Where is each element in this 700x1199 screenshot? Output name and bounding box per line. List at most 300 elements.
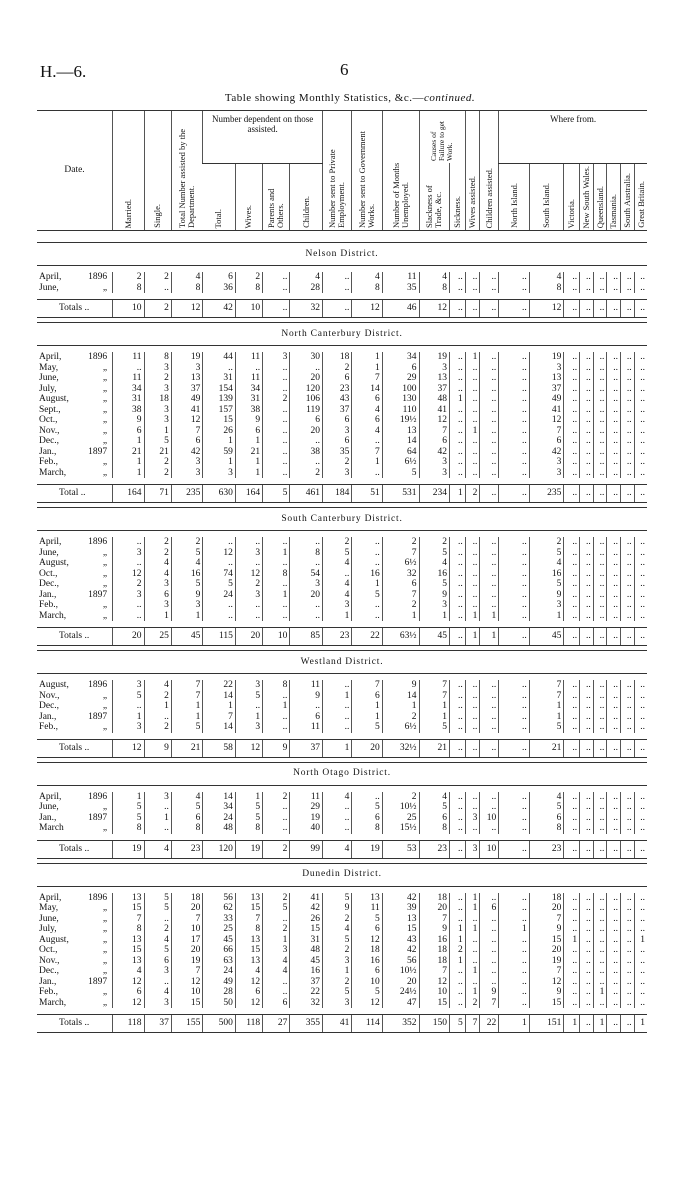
cell: ..	[465, 579, 480, 590]
cell: ..	[593, 945, 607, 956]
cell: ..	[290, 436, 323, 447]
total-cell: 71	[144, 485, 171, 503]
cell: ..	[449, 468, 465, 479]
table-body	[37, 243, 647, 1038]
cell: ..	[564, 579, 580, 590]
cell: 9	[419, 590, 449, 601]
cell: ..	[449, 447, 465, 458]
total-cell: ..	[580, 485, 594, 503]
cell: ..	[593, 966, 607, 977]
cell: ..	[449, 537, 465, 548]
cell: 3	[144, 384, 171, 395]
district-header	[37, 863, 647, 886]
cell: 37	[290, 977, 323, 988]
cell: 2	[290, 468, 323, 479]
cell: 1	[419, 611, 449, 622]
row-year: „	[102, 457, 108, 468]
cell: ..	[634, 701, 647, 712]
cell: ..	[235, 600, 262, 611]
cell: 4	[322, 792, 351, 803]
cell: ..	[607, 691, 621, 702]
cell: 1	[203, 436, 236, 447]
cell: ..	[465, 691, 480, 702]
cell: ..	[580, 537, 594, 548]
cell: 39	[382, 903, 419, 914]
cell: ..	[203, 363, 236, 374]
col-group-dependent: Number dependent on those assisted.	[203, 111, 323, 164]
cell: 7	[529, 914, 564, 925]
cell: 22	[290, 987, 323, 998]
row-month: July,	[39, 924, 57, 935]
district-header	[37, 762, 647, 785]
row-year: 1897	[88, 446, 108, 457]
cell: ..	[449, 384, 465, 395]
cell: ..	[449, 600, 465, 611]
cell: ..	[607, 447, 621, 458]
cell: ..	[465, 680, 480, 691]
row-month: March,	[39, 467, 67, 478]
cell: ..	[144, 914, 171, 925]
row-year: „	[102, 924, 108, 935]
cell: ..	[480, 373, 499, 384]
cell: 5	[529, 548, 564, 559]
totals-label: Total ..	[37, 485, 113, 503]
cell: 3	[113, 548, 144, 559]
cell: ..	[480, 935, 499, 946]
cell: ..	[621, 966, 635, 977]
cell: 12	[419, 977, 449, 988]
cell: ..	[449, 352, 465, 363]
cell: ..	[499, 680, 529, 691]
cell: 20	[290, 426, 323, 437]
total-cell: 12	[113, 739, 144, 757]
cell: ..	[621, 558, 635, 569]
cell: ..	[499, 966, 529, 977]
cell: ..	[465, 283, 480, 294]
row-month: Dec.,	[39, 966, 60, 977]
total-cell: ..	[449, 739, 465, 757]
cell: 36	[203, 283, 236, 294]
cell: 16	[290, 966, 323, 977]
cell: 3	[322, 956, 351, 967]
cell: 6	[480, 903, 499, 914]
cell: 43	[322, 394, 351, 405]
cell: 28	[203, 987, 236, 998]
cell: 12	[113, 977, 144, 988]
cell: 4	[290, 272, 323, 283]
cell: ..	[634, 680, 647, 691]
total-cell: 23	[529, 840, 564, 858]
cell: 2	[322, 914, 351, 925]
cell: ..	[634, 283, 647, 294]
cell: ..	[621, 893, 635, 904]
cell: 38	[290, 447, 323, 458]
cell: ..	[564, 680, 580, 691]
cell: 7	[171, 691, 202, 702]
cell: ..	[634, 712, 647, 723]
cell: ..	[499, 914, 529, 925]
cell: ..	[621, 924, 635, 935]
cell: 106	[290, 394, 323, 405]
col-tasmania: Tasmania.	[607, 163, 621, 231]
total-cell: 5	[449, 1015, 465, 1033]
cell: 43	[382, 935, 419, 946]
cell: ..	[465, 548, 480, 559]
cell: 40	[290, 823, 323, 834]
cell: ..	[564, 373, 580, 384]
total-cell: ..	[499, 840, 529, 858]
row-month: Feb.,	[39, 722, 58, 733]
cell: 28	[290, 283, 323, 294]
cell: 1	[419, 701, 449, 712]
cell: ..	[263, 611, 290, 622]
cell: 7	[352, 680, 382, 691]
cell: 3	[465, 813, 480, 824]
total-cell: ..	[634, 300, 647, 318]
cell: ..	[634, 352, 647, 363]
total-cell: 1	[465, 628, 480, 646]
cell: ..	[621, 352, 635, 363]
cell: 1	[352, 701, 382, 712]
cell: ..	[621, 447, 635, 458]
row-date	[37, 712, 113, 723]
cell: 25	[203, 924, 236, 935]
cell: ..	[263, 384, 290, 395]
cell: 1	[352, 457, 382, 468]
cell: 1	[449, 924, 465, 935]
row-year: „	[102, 568, 108, 579]
cell: ..	[621, 977, 635, 988]
total-cell: 10	[235, 300, 262, 318]
total-cell: 20	[352, 739, 382, 757]
cell: 7	[171, 426, 202, 437]
cell: 1	[352, 352, 382, 363]
cell: 1	[465, 352, 480, 363]
cell: 2	[144, 457, 171, 468]
cell: ..	[564, 405, 580, 416]
total-cell: 184	[322, 485, 351, 503]
cell: 37	[419, 384, 449, 395]
row-month: Sept.,	[39, 404, 61, 415]
cell: 14	[352, 384, 382, 395]
cell: 157	[203, 405, 236, 416]
cell: 32	[290, 998, 323, 1009]
cell: ..	[634, 893, 647, 904]
cell: ..	[263, 691, 290, 702]
cell: ..	[607, 415, 621, 426]
row-month: April,	[39, 272, 62, 283]
row-date	[37, 405, 113, 416]
total-cell: 37	[290, 739, 323, 757]
cell: 11	[290, 680, 323, 691]
cell: ..	[564, 722, 580, 733]
cell: 9	[529, 987, 564, 998]
cell: ..	[322, 701, 351, 712]
statistics-table	[37, 110, 647, 1037]
cell: ..	[607, 352, 621, 363]
cell: 7	[419, 680, 449, 691]
cell: ..	[593, 384, 607, 395]
cell: ..	[499, 569, 529, 580]
total-cell: 12	[419, 300, 449, 318]
cell: ..	[593, 415, 607, 426]
cell: 5	[322, 548, 351, 559]
cell: ..	[593, 457, 607, 468]
cell: ..	[634, 579, 647, 590]
cell: 2	[419, 537, 449, 548]
cell: ..	[480, 436, 499, 447]
row-year: „	[102, 600, 108, 611]
cell: 7	[529, 426, 564, 437]
row-date	[37, 436, 113, 447]
cell: 1	[113, 792, 144, 803]
cell: 1	[113, 712, 144, 723]
cell: 14	[203, 722, 236, 733]
total-cell: 500	[203, 1015, 236, 1033]
cell: 8	[171, 283, 202, 294]
cell: 11	[290, 792, 323, 803]
col-wives-assisted: Wives assisted.	[465, 111, 480, 231]
cell: 5	[203, 579, 236, 590]
total-cell: 12	[529, 300, 564, 318]
cell: ..	[607, 548, 621, 559]
cell: 3	[235, 722, 262, 733]
cell: 2	[144, 373, 171, 384]
cell: 1	[564, 935, 580, 946]
cell: 23	[322, 384, 351, 395]
cell: 5	[529, 579, 564, 590]
cell: 41	[171, 405, 202, 416]
total-cell: ..	[499, 300, 529, 318]
cell: 8	[113, 283, 144, 294]
table-row	[37, 436, 647, 447]
cell: ..	[449, 712, 465, 723]
cell: ..	[322, 680, 351, 691]
cell: ..	[580, 426, 594, 437]
cell: ..	[480, 352, 499, 363]
cell: ..	[263, 537, 290, 548]
cell: 5	[352, 987, 382, 998]
cell: 6½	[382, 558, 419, 569]
cell: ..	[621, 792, 635, 803]
cell: ..	[263, 363, 290, 374]
cell: 3	[419, 600, 449, 611]
total-cell: ..	[634, 840, 647, 858]
cell: 1	[322, 691, 351, 702]
cell: ..	[580, 363, 594, 374]
cell: 6	[290, 415, 323, 426]
row-date	[37, 537, 113, 548]
cell: ..	[499, 426, 529, 437]
col-dep-wives: Wives.	[235, 163, 262, 231]
cell: ..	[263, 415, 290, 426]
row-year: „	[102, 362, 108, 373]
cell: 1	[382, 611, 419, 622]
cell: 1	[144, 701, 171, 712]
cell: ..	[480, 447, 499, 458]
cell: ..	[499, 272, 529, 283]
cell: ..	[621, 802, 635, 813]
cell: ..	[634, 813, 647, 824]
cell: ..	[634, 548, 647, 559]
totals-row	[37, 840, 647, 858]
district-header	[37, 651, 647, 674]
cell: ..	[580, 272, 594, 283]
cell: 3	[263, 352, 290, 363]
cell: 12	[352, 935, 382, 946]
total-cell: ..	[499, 485, 529, 503]
row-year: „	[102, 913, 108, 924]
cell: ..	[607, 600, 621, 611]
cell: 6	[203, 272, 236, 283]
cell: ..	[580, 966, 594, 977]
cell: 6	[144, 590, 171, 601]
cell: ..	[634, 405, 647, 416]
cell: 3	[203, 468, 236, 479]
cell: 2	[529, 537, 564, 548]
total-cell: ..	[322, 300, 351, 318]
cell: ..	[465, 792, 480, 803]
total-cell: ..	[621, 739, 635, 757]
cell: ..	[263, 712, 290, 723]
cell: 2	[382, 712, 419, 723]
cell: ..	[465, 935, 480, 946]
cell: ..	[593, 680, 607, 691]
cell: ..	[564, 468, 580, 479]
total-cell: 1	[499, 1015, 529, 1033]
cell: 11	[382, 272, 419, 283]
cell: ..	[449, 283, 465, 294]
cell: ..	[634, 924, 647, 935]
row-month: Jan.,	[39, 976, 57, 987]
cell: ..	[499, 468, 529, 479]
cell: 13	[235, 935, 262, 946]
total-cell: ..	[607, 1015, 621, 1033]
cell: 7	[171, 914, 202, 925]
cell: 38	[235, 405, 262, 416]
cell: 50	[203, 998, 236, 1009]
cell: 34	[235, 384, 262, 395]
cell: ..	[263, 987, 290, 998]
cell: ..	[580, 956, 594, 967]
cell: ..	[564, 569, 580, 580]
cell: 6½	[382, 722, 419, 733]
cell: 15	[419, 998, 449, 1009]
col-single: Single.	[144, 111, 171, 231]
cell: ..	[480, 914, 499, 925]
cell: ..	[352, 558, 382, 569]
cell: ..	[480, 792, 499, 803]
total-cell: 1	[634, 1015, 647, 1033]
total-cell: 151	[529, 1015, 564, 1033]
cell: 2	[144, 691, 171, 702]
cell: ..	[352, 537, 382, 548]
cell: ..	[593, 893, 607, 904]
cell: 4	[529, 558, 564, 569]
cell: ..	[621, 903, 635, 914]
table-row	[37, 680, 647, 691]
cell: ..	[607, 987, 621, 998]
cell: 3	[144, 966, 171, 977]
cell: ..	[449, 903, 465, 914]
cell: 16	[529, 569, 564, 580]
cell: ..	[580, 600, 594, 611]
cell: ..	[499, 447, 529, 458]
cell: ..	[580, 405, 594, 416]
cell: 5	[171, 722, 202, 733]
cell: ..	[621, 415, 635, 426]
cell: ..	[607, 792, 621, 803]
cell: ..	[621, 914, 635, 925]
cell: ..	[499, 987, 529, 998]
cell: 54	[290, 569, 323, 580]
cell: 7	[171, 966, 202, 977]
cell: 4	[419, 792, 449, 803]
cell: ..	[480, 394, 499, 405]
cell: ..	[607, 436, 621, 447]
cell: 8	[419, 283, 449, 294]
row-month: March	[39, 823, 64, 834]
total-cell: 85	[290, 628, 323, 646]
row-date	[37, 558, 113, 569]
cell: 130	[382, 394, 419, 405]
cell: 24	[203, 590, 236, 601]
cell: 5	[382, 468, 419, 479]
cell: 3	[171, 468, 202, 479]
cell: ..	[593, 802, 607, 813]
table-row	[37, 558, 647, 569]
cell: ..	[593, 998, 607, 1009]
cell: ..	[607, 903, 621, 914]
cell: ..	[621, 600, 635, 611]
cell: 5	[529, 722, 564, 733]
cell: 2	[113, 579, 144, 590]
cell: ..	[465, 945, 480, 956]
cell: 19	[529, 352, 564, 363]
cell: 13	[113, 935, 144, 946]
cell: 2	[322, 363, 351, 374]
cell: ..	[621, 548, 635, 559]
row-month: Nov.,	[39, 955, 60, 966]
cell: 2	[382, 537, 419, 548]
cell: ..	[480, 977, 499, 988]
table-row	[37, 579, 647, 590]
cell: 1	[352, 579, 382, 590]
cell: ..	[607, 569, 621, 580]
cell: 19	[419, 352, 449, 363]
cell: ..	[607, 363, 621, 374]
total-cell: 352	[382, 1015, 419, 1033]
cell: ..	[480, 537, 499, 548]
cell: ..	[499, 998, 529, 1009]
cell: ..	[203, 600, 236, 611]
cell: ..	[621, 722, 635, 733]
row-date	[37, 590, 113, 601]
cell: 2	[263, 792, 290, 803]
cell: 9	[171, 590, 202, 601]
cell: 12	[529, 977, 564, 988]
cell: 2	[235, 579, 262, 590]
cell: 13	[235, 893, 262, 904]
cell: 24½	[382, 987, 419, 998]
cell: ..	[621, 537, 635, 548]
cell: ..	[580, 457, 594, 468]
total-cell: 20	[235, 628, 262, 646]
cell: ..	[593, 956, 607, 967]
total-cell: 150	[419, 1015, 449, 1033]
cell: 3	[144, 415, 171, 426]
cell: 2	[144, 537, 171, 548]
